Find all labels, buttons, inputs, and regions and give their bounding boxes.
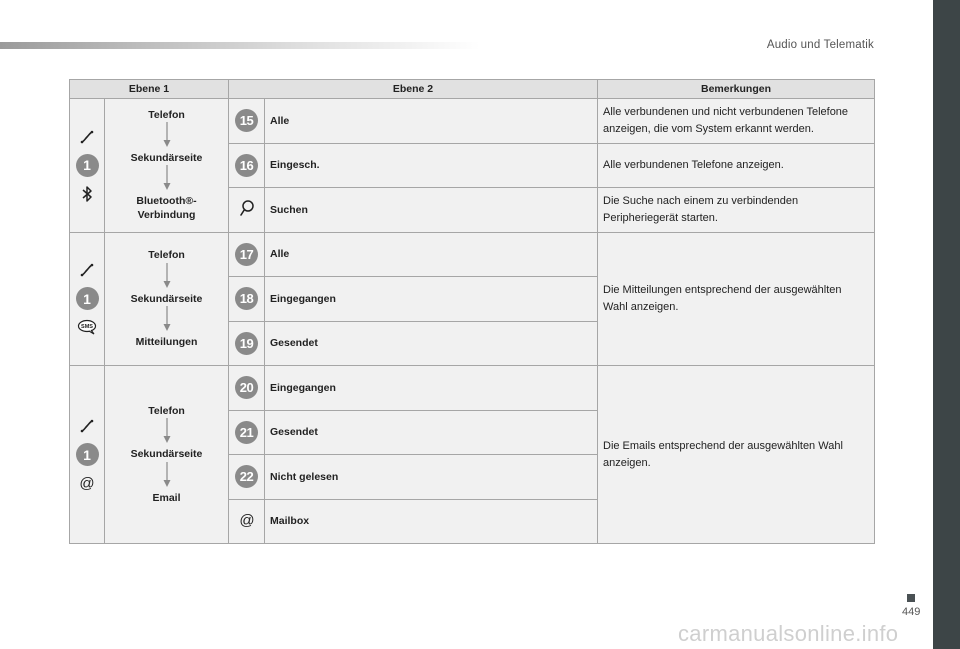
ebene2-marker (229, 321, 265, 366)
item-badge: 15 (235, 109, 258, 132)
header-gradient-bar (0, 42, 480, 49)
ebene2-marker (229, 99, 265, 144)
ebene1-levels (105, 232, 229, 366)
arrow-down-icon (162, 263, 172, 292)
item-badge: 22 (235, 465, 258, 488)
item-badge: 21 (235, 421, 258, 444)
arrow-down-icon (162, 306, 172, 335)
table-row (70, 232, 875, 277)
ebene2-label: Eingegangen (265, 277, 598, 322)
section-title: Audio und Telematik (766, 39, 874, 51)
table-row (70, 366, 875, 411)
table-row (70, 99, 875, 144)
ebene1-icons (70, 99, 105, 233)
sms-icon (75, 316, 99, 338)
ebene2-marker (229, 277, 265, 322)
ebene2-label: Nicht gelesen (265, 455, 598, 500)
ebene2-label: Eingegangen (265, 366, 598, 411)
bluetooth-icon (75, 183, 99, 205)
ebene2-label: Suchen (265, 188, 598, 233)
item-badge: 18 (235, 287, 258, 310)
ebene1-icons (70, 366, 105, 544)
ebene2-label: Alle (265, 99, 598, 144)
ebene2-label: Gesendet (265, 410, 598, 455)
page-marker (907, 594, 915, 602)
ebene2-label: Gesendet (265, 321, 598, 366)
ebene2-marker (229, 366, 265, 411)
phone-icon (75, 415, 99, 437)
page-number: 449 (902, 606, 921, 618)
column-header-bemerkungen: Bemerkungen (598, 80, 875, 99)
table-header-row (70, 80, 875, 99)
at-icon (238, 511, 255, 531)
remark-text: Alle verbundenen und nicht verbundenen Telefone anzeigen, die vom System erkannt werden. (598, 99, 875, 144)
arrow-down-icon (162, 418, 172, 447)
level-label: Bluetooth®- Verbindung (136, 195, 197, 222)
step-badge: 1 (76, 154, 99, 177)
level-label: Sekundärseite (130, 292, 203, 305)
ebene2-label: Mailbox (265, 499, 598, 544)
at-icon (75, 472, 99, 494)
column-header-ebene2: Ebene 2 (229, 80, 598, 99)
ebene2-label: Eingesch. (265, 143, 598, 188)
step-badge: 1 (76, 287, 99, 310)
level-label: Mitteilungen (135, 335, 198, 348)
ebene2-marker (229, 232, 265, 277)
level-label: Telefon (148, 108, 185, 121)
item-badge: 19 (235, 332, 258, 355)
item-badge: 20 (235, 376, 258, 399)
svg-text:@: @ (79, 475, 95, 491)
remark-text: Die Mitteilungen entsprechend der ausgewählten Wahl anzeigen. (598, 232, 875, 366)
level-label: Telefon (148, 249, 185, 262)
watermark: carmanualsonline.info (678, 621, 899, 646)
item-badge: 17 (235, 243, 258, 266)
table-body (70, 99, 875, 544)
svg-text:SMS: SMS (81, 324, 93, 331)
menu-table (69, 79, 875, 544)
step-badge: 1 (76, 443, 99, 466)
remark-text: Die Suche nach einem zu verbindenden Peripheriegerät starten. (598, 188, 875, 233)
remark-text: Alle verbundenen Telefone anzeigen. (598, 143, 875, 188)
ebene2-marker (229, 188, 265, 233)
ebene2-marker (229, 410, 265, 455)
item-badge: 16 (235, 154, 258, 177)
level-label: Telefon (148, 405, 185, 418)
ebene2-marker (229, 499, 265, 544)
side-band (933, 0, 960, 649)
phone-icon (75, 259, 99, 281)
ebene2-marker (229, 143, 265, 188)
ebene1-levels (105, 366, 229, 544)
remark-text: Die Emails entsprechend der ausgewählten Wahl anzeigen. (598, 366, 875, 544)
arrow-down-icon (162, 165, 172, 194)
arrow-down-icon (162, 122, 172, 151)
ebene2-marker (229, 455, 265, 500)
level-label: Sekundärseite (130, 448, 203, 461)
column-header-ebene1: Ebene 1 (70, 80, 229, 99)
search-icon (239, 208, 255, 220)
ebene1-icons (70, 232, 105, 366)
svg-text:@: @ (238, 511, 255, 528)
arrow-down-icon (162, 462, 172, 491)
level-label: Sekundärseite (130, 152, 203, 165)
level-label: Email (152, 491, 181, 504)
ebene1-levels (105, 99, 229, 233)
phone-icon (75, 126, 99, 148)
ebene2-label: Alle (265, 232, 598, 277)
